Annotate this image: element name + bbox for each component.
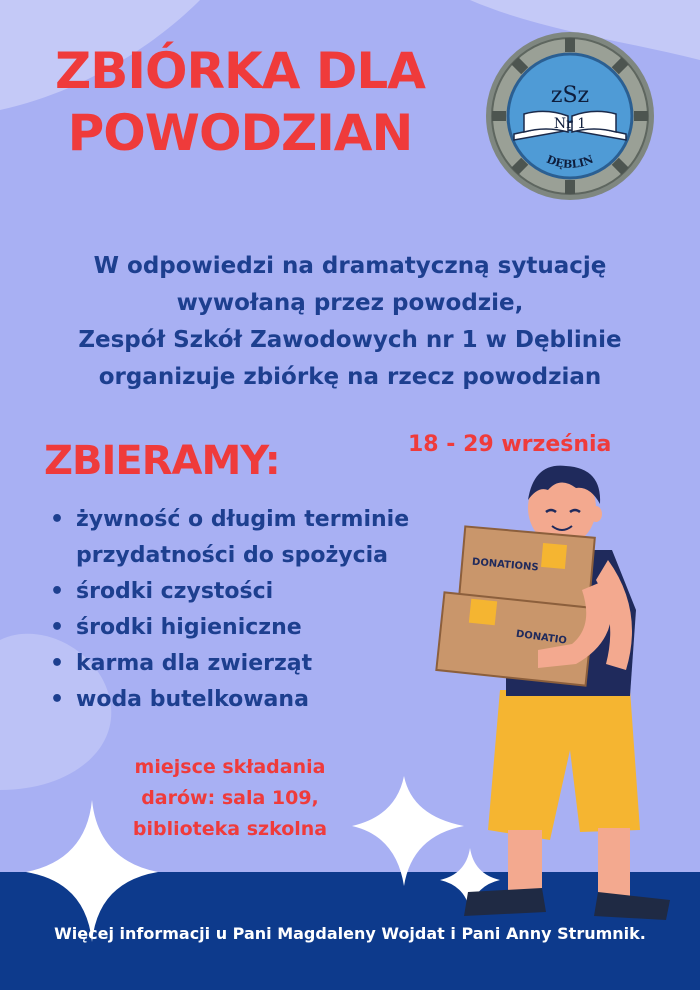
item-text: woda butelkowana bbox=[76, 687, 309, 712]
list-item bbox=[48, 610, 409, 646]
collection-dates: 18 - 29 września bbox=[408, 432, 612, 457]
collect-heading: ZBIERAMY: bbox=[44, 438, 280, 484]
item-text: środki higieniczne bbox=[76, 615, 302, 640]
intro-line: wywołaną przez powodzie, bbox=[176, 290, 524, 316]
logo-bottom-text: DĘBLIN bbox=[544, 152, 596, 171]
person-with-donation-boxes-illustration bbox=[430, 460, 680, 930]
box-label-top: DONATIONS bbox=[471, 556, 539, 574]
logo-top-text: zSz bbox=[550, 83, 590, 108]
bullet-icon: • bbox=[50, 651, 65, 676]
box-label-bottom: DONATIO bbox=[515, 628, 568, 647]
item-text-continuation: przydatności do spożycia bbox=[76, 543, 389, 568]
footer-contact-info: Więcej informacji u Pani Magdaleny Wojdat i Pani Anny Strumnik. bbox=[54, 924, 646, 943]
item-text: środki czystości bbox=[76, 579, 274, 604]
page-title bbox=[20, 40, 460, 164]
list-item bbox=[48, 646, 409, 682]
item-text: żywność o długim terminie bbox=[76, 507, 410, 532]
place-line: miejsce składania bbox=[134, 756, 326, 778]
bullet-icon: • bbox=[50, 687, 65, 712]
bullet-icon: • bbox=[50, 579, 65, 604]
logo-book-text: Nr 1 bbox=[553, 116, 587, 132]
intro-line: Zespół Szkół Zawodowych nr 1 w Dęblinie bbox=[78, 327, 622, 353]
intro-line: organizuje zbiórkę na rzecz powodzian bbox=[98, 364, 602, 390]
list-item bbox=[48, 502, 409, 538]
list-item-continuation bbox=[48, 538, 409, 574]
place-line: biblioteka szkolna bbox=[132, 818, 328, 840]
school-logo bbox=[484, 30, 656, 202]
intro-paragraph bbox=[0, 248, 700, 396]
drop-off-location bbox=[110, 752, 350, 845]
list-item bbox=[48, 574, 409, 610]
bullet-icon: • bbox=[50, 507, 65, 532]
title-line-2: POWODZIAN bbox=[67, 104, 413, 162]
title-line-1: ZBIÓRKA DLA bbox=[55, 42, 425, 100]
intro-line: W odpowiedzi na dramatyczną sytuację bbox=[93, 253, 607, 279]
item-text: karma dla zwierząt bbox=[76, 651, 313, 676]
place-line: darów: sala 109, bbox=[141, 787, 319, 809]
items-list bbox=[48, 502, 409, 718]
list-item bbox=[48, 682, 409, 718]
bullet-icon: • bbox=[50, 615, 65, 640]
